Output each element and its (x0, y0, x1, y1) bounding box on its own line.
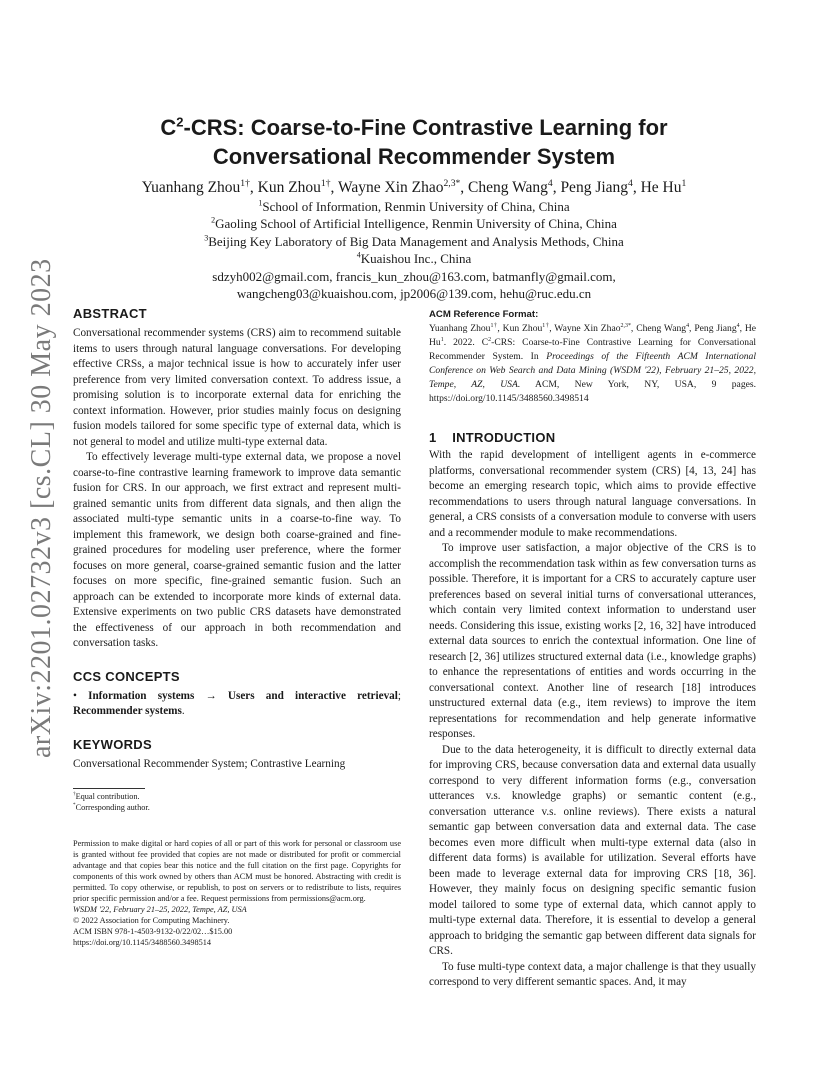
intro-heading (429, 430, 756, 446)
affiliation-text: Kuaishou Inc., China (360, 251, 472, 267)
acm-ref-author-sup: 1† (542, 322, 550, 329)
acm-ref-author-sup: 1 (440, 336, 444, 343)
email-line-2: wangcheng03@kuaishou.com, jp2006@139.com, hehu@ruc.edu.cn (236, 286, 592, 302)
title-sup: 2 (176, 114, 184, 130)
affiliation-sup: 3 (204, 233, 209, 243)
venue-line: WSDM '22, February 21–25, 2022, Tempe, AZ, USA (73, 905, 247, 914)
author-name: He Hu (640, 179, 682, 196)
affiliation-line (60, 198, 768, 215)
acm-ref-author-sup: 4 (736, 322, 740, 329)
footnote-1 (73, 791, 401, 802)
intro-p4: To fuse multi-type context data, a major challenge is that they usually correspond to very different semantic spaces. And, it may (429, 960, 756, 988)
footnotes (73, 791, 401, 813)
ccs-text (73, 689, 401, 720)
intro-number: 1 (429, 430, 437, 445)
intro-p3: Due to the data heterogeneity, it is difficult to directly external data for improving CRS, because conversation data and external data usually correspond to very different information forms (e.g., conversation utterances v.s. knowledge graphs) or semantic content (e.g., conversation utterance v.s. online reviews). There exists a natural semantic gap between conversation data and external data. The case becomes even more difficult when multi-type external data (also in different data forms) is available for utilization. Several efforts have been made to leverage external data for improving CRS [18, 36]. However, they mainly focus on designing specific semantic fusion model tailored to some type of external data, which cannot apply to multi-type external data. Therefore, it is essential to develop a general approach to bridging the semantic gap between different data signals for CRS. (429, 743, 756, 957)
footnote-rule (73, 788, 145, 789)
affiliation-text: Beijing Key Laboratory of Big Data Management and Analysis Methods, China (208, 233, 624, 249)
acm-ref-title: -CRS: Coarse-to-Fine Contrastive Learning for Conversational Recommender System. In (429, 337, 756, 362)
footnote-2 (73, 802, 401, 813)
title-line-1 (60, 113, 768, 142)
affiliation-line (60, 250, 768, 267)
title-c: C (160, 115, 177, 140)
acm-ref-text (429, 322, 756, 406)
acm-ref-after-authors: . 2022. C (443, 337, 489, 348)
author-list: Yuanhang Zhou$^{1\dagger}$, Kun Zhou$^{1\dagger}$, Wayne Xin Zhao$^{2,3*}$, Cheng Wang$^4$, Peng Jiang$^4$, He Hu$^1$ (141, 177, 687, 196)
title-line1-rest: -CRS: Coarse-to-Fine Contrastive Learning for (183, 115, 668, 140)
acm-ref-author: , Kun Zhou (497, 323, 543, 334)
author-sup: 1† (240, 177, 250, 189)
isbn-line: ACM ISBN 978-1-4503-9132-0/22/02…$15.00 (73, 927, 233, 936)
left-column (73, 306, 401, 772)
email-line-1: sdzyh002@gmail.com, francis_kun_zhou@163.com, batmanfly@gmail.com, (212, 268, 616, 284)
footnote-1-text: Equal contribution. (75, 792, 140, 801)
affiliations (60, 198, 768, 302)
author-name: Yuanhang Zhou (141, 179, 241, 196)
ccs-concept-2: Recommender systems (73, 705, 182, 717)
author-name: Peng Jiang (560, 179, 629, 196)
acm-ref-author-sup: 1† (490, 322, 498, 329)
acm-ref-c-sup: 2 (488, 336, 492, 343)
ccs-heading: CCS CONCEPTS (73, 668, 180, 684)
acm-ref-author: , He Hu (429, 323, 757, 348)
ccs-sep: ; (397, 689, 401, 702)
abstract-p1: Conversational recommender systems (CRS) aim to recommend suitable items to users through natural language conversations. For developing effective CRSs, a major technical issue is how to accurately infer user preference from very limited conversation context. To address issue, a promising solution is to incorporate external data for enriching the context information. However, prior studies mainly focus on designing fusion models tailored for some specific type of external data, which is not general to model and utilize multi-type external data. (73, 327, 401, 448)
intro-heading-text: INTRODUCTION (452, 430, 556, 445)
keywords-text: Conversational Recommender System; Contrastive Learning (73, 757, 346, 770)
affiliation-text: School of Information, Renmin University of China, China (262, 199, 570, 214)
intro-p2: To improve user satisfaction, a major objective of the CRS is to accomplish the recommendation task within as few conversation turns as possible. Therefore, it is important for a CRS to accurately capture user preferences based on several initial turns of conversational utterances, which contain very limited context information to understand user needs. Considering this issue, existing works [2, 16, 32] have introduced external data sources to enrich the contextual information. One line of research [2, 36] utilizes structured external data (i.e., knowledge graphs) to enhance the representations of entities and words occurring in the conversational context. Another line of research [18] introduces unstructured external data (e.g., item reviews) to improve the item representations for recommendation and help generate informative responses. (429, 542, 756, 740)
author-sup: 4 (547, 177, 553, 189)
footnote-2-text: Corresponding author. (75, 803, 150, 812)
abstract-p2: To effectively leverage multi-type external data, we propose a novel coarse-to-fine contrastive learning framework to improve data semantic fusion for CRS. In our approach, we first extract and represent multi-grained semantic units from different data signals, and then align the associated multi-type semantic units in a coarse-to-fine way. To implement this framework, we design both coarse-grained and fine-grained procedures for modeling user preference, where the former focuses on more general, coarse-grained semantic fusion and the latter focuses on more specific, fine-grained semantic fusion. Such an approach can be extended to incorporate more kinds of external data. Extensive experiments on two public CRS datasets have demonstrated the effectiveness of our approach in both recommendation and conversation tasks. (73, 451, 401, 649)
copyright-line: © 2022 Association for Computing Machinery. (73, 916, 230, 925)
keywords-heading: KEYWORDS (73, 736, 152, 752)
author-sup: 4 (628, 177, 633, 189)
abstract-heading: ABSTRACT (73, 306, 147, 321)
author-name: Cheng Wang (468, 179, 548, 196)
footnote-2-mark: * (73, 802, 76, 809)
acm-ref-heading: ACM Reference Format: (429, 309, 539, 320)
ccs-concept-1: Information systems → Users and interactive retrieval (88, 689, 398, 702)
acm-ref-author-sup: 4 (686, 322, 690, 329)
author-sup: 1 (681, 177, 687, 189)
acm-ref-author: , Cheng Wang (630, 323, 687, 334)
title-line-2: Conversational Recommender System (212, 144, 616, 169)
author-sup: 2,3* (443, 177, 461, 189)
affiliation-sup: 2 (211, 216, 216, 226)
affiliation-sup: 4 (356, 250, 361, 260)
affiliation-text: Gaoling School of Artificial Intelligence, Renmin University of China, China (215, 216, 617, 232)
acm-ref-proceedings: Proceedings of the Fifteenth ACM International Conference on Web Search and Data Mining (WSDM '22), February 21–25, 2022, Tempe, AZ, USA. (429, 351, 756, 390)
affiliation-sup: 1 (258, 198, 263, 208)
acm-ref-author-sup: 2,3* (620, 322, 631, 329)
affiliation-line (60, 215, 768, 232)
affiliation-line (60, 233, 768, 250)
acm-ref-author: , Wayne Xin Zhao (549, 323, 621, 334)
intro-p1: With the rapid development of intelligent agents in e-commerce platforms, conversational recommender system (CRS) [4, 13, 24] has become an emerging research topic, which aims to provide effective recommendations to users through natural language conversations. In general, a CRS consists of a conversation module to converse with users and a recommender module to make recommendations. (429, 449, 756, 539)
author-name: Kun Zhou (257, 179, 321, 196)
author-sup: 1† (320, 177, 331, 189)
acm-ref-author: Yuanhang Zhou (429, 323, 491, 334)
acm-ref-author: , Peng Jiang (689, 323, 737, 334)
doi-line: https://doi.org/10.1145/3488560.3498514 (73, 938, 212, 947)
right-column (429, 308, 756, 991)
author-name: Wayne Xin Zhao (338, 179, 444, 196)
arxiv-stamp-text: arXiv:2201.02732v3 [cs.CL] 30 May 2023 (26, 258, 57, 758)
footnote-1-mark: † (73, 791, 76, 798)
permission-text: Permission to make digital or hard copies of all or part of this work for personal or classroom use is granted without fee provided that copies are not made or distributed for profit or commercial advantage and that copies bear this notice and the full citation on the first page. Copyrights for components of this work owned by others than ACM must be honored. Abstracting with credit is permitted. To copy otherwise, or republish, to post on servers or to redistribute to lists, requires prior specific permission and/or a fee. Request permissions from permissions@acm.org. (73, 839, 401, 903)
ccs-end: . (181, 705, 185, 717)
arxiv-stamp (22, 258, 57, 758)
permission-block (73, 838, 401, 948)
acm-ref-tail: ACM, New York, NY, USA, 9 pages. https://doi.org/10.1145/3488560.3498514 (429, 379, 757, 404)
paper-title (60, 113, 768, 171)
ccs-bullet: • (73, 689, 77, 702)
